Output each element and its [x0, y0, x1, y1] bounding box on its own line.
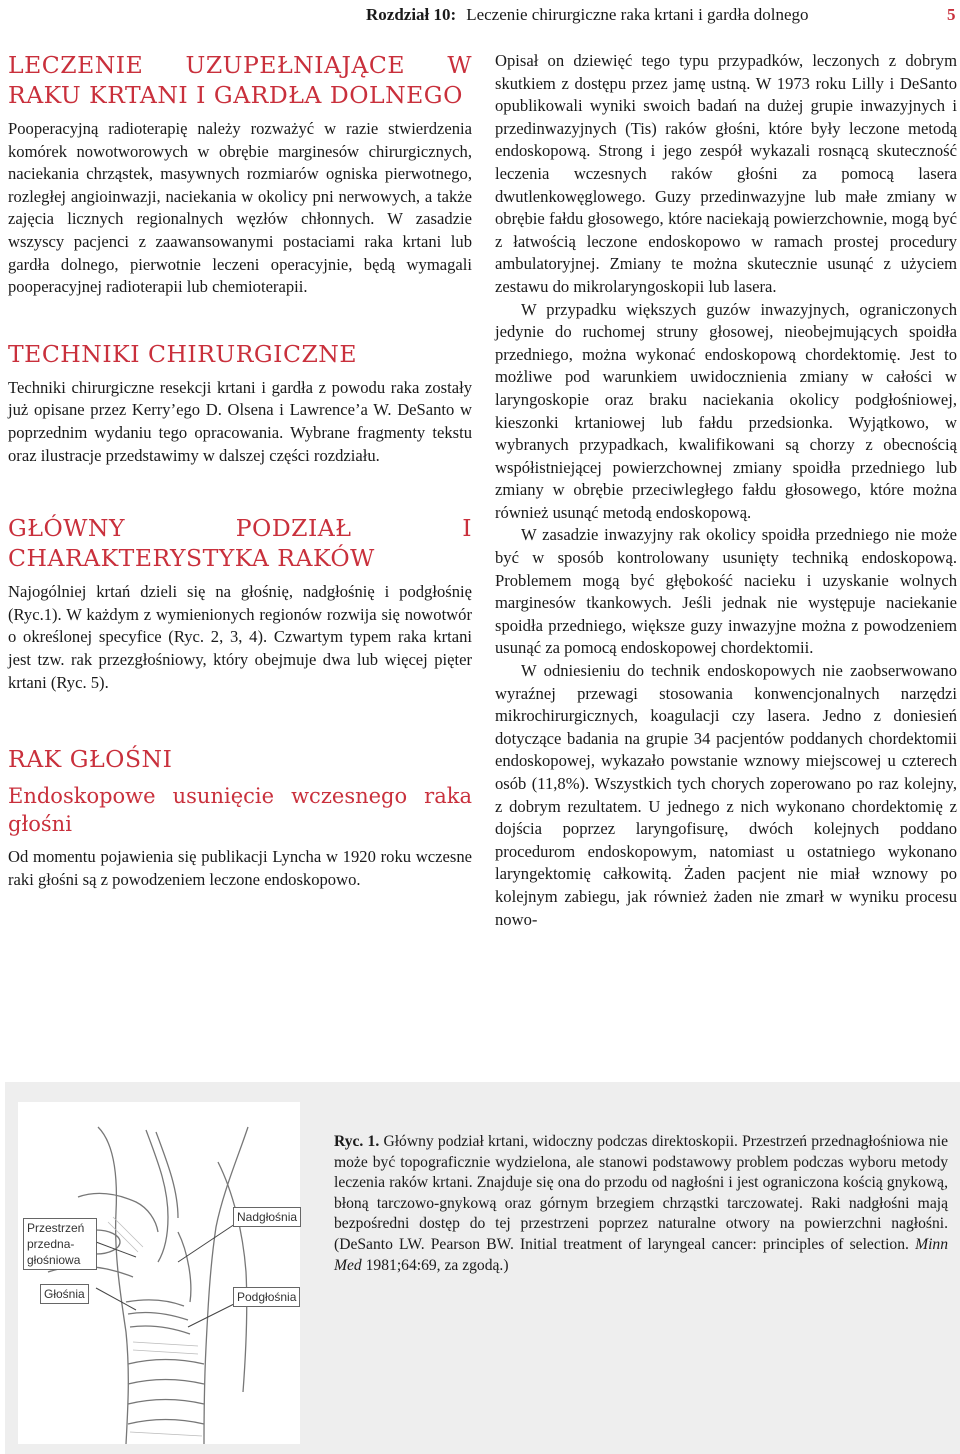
larynx-drawing — [18, 1102, 300, 1444]
caption-text: Główny podział krtani, widoczny podczas direktoskopii. Przestrzeń przednagłośniowa nie może być topograficznie wydzielona, ale stanowi podstawowy problem podczas wyboru metody leczenia raków krtani. Znajduje się ona do przodu od nagłośni i jest ograniczona kością gnykową, błoną tarczowo-gnykową oraz górnym brzegiem chrząstki tarczowatej. Raki nadgłośni mają bezpośredni dostęp do tej przestrzeni poprzez naturalne otwory na powierzchni nagłośni. (DeSanto LW. Pearson BW. Initial treatment of laryngeal cancer: principles of selection. — [334, 1133, 948, 1253]
paragraph-endoskopowe: Od momentu pojawienia się publikacji Lyncha w 1920 roku wczesne raki głośni są z powodzeniem leczone endoskopowo. — [8, 847, 472, 889]
paragraph-glowny-podzial: Najogólniej krtań dzieli się na głośnię, nadgłośnię i podgłośnię (Ryc.1). W każdym z wymienionych regionów rozwija się nowotwór o określonej specyfice (Ryc. 2, 3, 4). Czwartym typem raka krtani jest tzw. rak przezgłośniowy, który obejmuje dwa lub więcej pięter krtani (Ryc. 5). — [8, 582, 472, 692]
label-nadglosnia: Nadgłośnia — [233, 1207, 301, 1227]
label-przestrzen-przednaglosniowa: Przestrzeń przedna- głośniowa — [23, 1218, 97, 1270]
heading-glowny-podzial: GŁÓWNY PODZIAŁ I CHARAKTERYSTYKA RAKÓW — [8, 514, 472, 573]
caption-citation: 1981;64:69, za zgodą.) — [365, 1256, 509, 1274]
paragraph-right-2: W przypadku większych guzów inwazyjnych, ograniczonych jedynie do ruchomej struny głosowej, nieobejmujących spoidła przedniego, można wykonać endoskopową chordektomię. Jest to możliwe pod warunkiem uwidocznienia zmiany w całości w laryngoskopie oraz braku naciekania okolicy podgłośniowej, kieszonki krtaniowej lub fałdu przedsionka. Wyjątkowo, w wybranych przypadkach, kwalifikowani są chorzy z obecnością współistniejącej powierzchownej zmiany spoidła przedniego lub zmiany w obrębie przeciwległego fałdu głosowego, które można również usunąć metodą endoskopową. — [495, 299, 957, 522]
caption-journal: Minn Med — [334, 1235, 949, 1274]
paragraph-right-4: W odniesieniu do technik endoskopowych nie zaobserwowano wyraźnej przewagi stosowania konwencjonalnych narzędzi mikrochirurgicznych, koagulacji czy lasera. Jedno z doniesień dotyczące badania na grupie 34 pacjentów poddanych chordektomii endoskopowej, wykazało powstanie wznowy miejscowej u czterech osób (11,8%). Wszystkich tych chorych zoperowano po raz kolejny, z dobrym rezultatem. U jednego z nich wykonano chordektomię z dojścia poprzez laryngofisurę, dwóch kolejnych poddano procedurom endoskopowym, natomiast u ostatniego wykonano laryngektomię całkowitą. Żaden pacjent nie miał wznowy po kolejnym zabiegu, jak również żaden nie zmarł w wyniku procesu nowo- — [495, 661, 957, 929]
chapter-label: Rozdział 10: — [366, 5, 457, 24]
right-column — [495, 50, 957, 931]
larynx-illustration — [18, 1102, 300, 1444]
caption-label: Ryc. 1. — [334, 1133, 380, 1150]
paragraph-techniki: Techniki chirurgiczne resekcji krtani i gardła z powodu raka zostały już opisane przez Kerry’ego D. Olsena i Lawrence’a W. DeSanto w poprzednim wydaniu tego opracowania. Wybrane fragmenty tekstu oraz ilustracje przedstawimy w dalszej części rozdziału. — [8, 377, 472, 465]
figure-caption — [334, 1132, 948, 1276]
heading-leczenie-uzupelniajace: LECZENIE UZUPEŁNIAJĄCE W RAKU KRTANI I GARDŁA DOLNEGO — [8, 51, 472, 109]
label-podglosnia: Podgłośnia — [233, 1287, 300, 1307]
paragraph-right-1: Opisał on dziewięć tego typu przypadków, leczonych z dobrym skutkiem z dostępu przez jamę ustną. W 1973 roku Lilly i DeSanto opublikowali wyniki swoich badań na dużej grupie inwazyjnych i przedinwazyjnych (Tis) raków głośni, które były leczone metodą endoskopową. Strong i jego zespół wykazali rosnącą skuteczność leczenia wczesnych raków głośni za pomocą lasera dwutlenkowęglowego. Guzy przedinwazyjne lub małe zmiany w obrębie fałdu głosowego, które naciekają powierzchownie, mogą być z łatwością leczone endoskopowo w ramach prostej procedury ambulatoryjnej. Zmiany te można skutecznie usunąć z użyciem zestawu do mikrolaryngoskopii lub lasera. — [495, 51, 957, 296]
heading-techniki-chirurgiczne: TECHNIKI CHIRURGICZNE — [8, 339, 357, 368]
page-number: 5 — [947, 5, 956, 24]
chapter-title: Leczenie chirurgiczne raka krtani i gardła dolnego — [466, 5, 809, 24]
running-header — [0, 3, 960, 27]
left-column — [8, 50, 472, 891]
heading-rak-glosni: RAK GŁOŚNI — [8, 745, 173, 774]
paragraph-right-3: W zasadzie inwazyjny rak okolicy spoidła przedniego nie może być w sposób kontrolowany usunięty techniką endoskopową. Problemem mogą być głębokość nacieku i uzyskanie wolnych marginesów tkankowych. Jeśli jednak nie występuje naciekanie spoidła przedniego, większe guzy inwazyjne można z powodzeniem usunąć za pomocą endoskopowej chordektomii. — [495, 525, 957, 658]
subheading-endoskopowe-usuniecie: Endoskopowe usunięcie wczesnego raka głośni — [8, 784, 472, 837]
paragraph-leczenie: Pooperacyjną radioterapię należy rozważyć w razie stwierdzenia komórek nowotworowych w obrębie marginesów chirurgicznych, naciekania chrząstek, masywnych rozmiarów ogniska pierwotnego, rozległej angioinwazji, naciekania w okolicy pni nerwowych, a także zajęcia licznych regionalnych węzłów chłonnych. W zasadzie wszyscy pacjenci z zaawansowanymi postaciami raka krtani lub gardła dolnego, pierwotnie leczeni operacyjnie, będą wymagali pooperacyjnej radioterapii lub chemioterapii. — [8, 119, 472, 297]
label-glosnia: Głośnia — [40, 1284, 89, 1304]
chapter-heading — [366, 3, 809, 27]
